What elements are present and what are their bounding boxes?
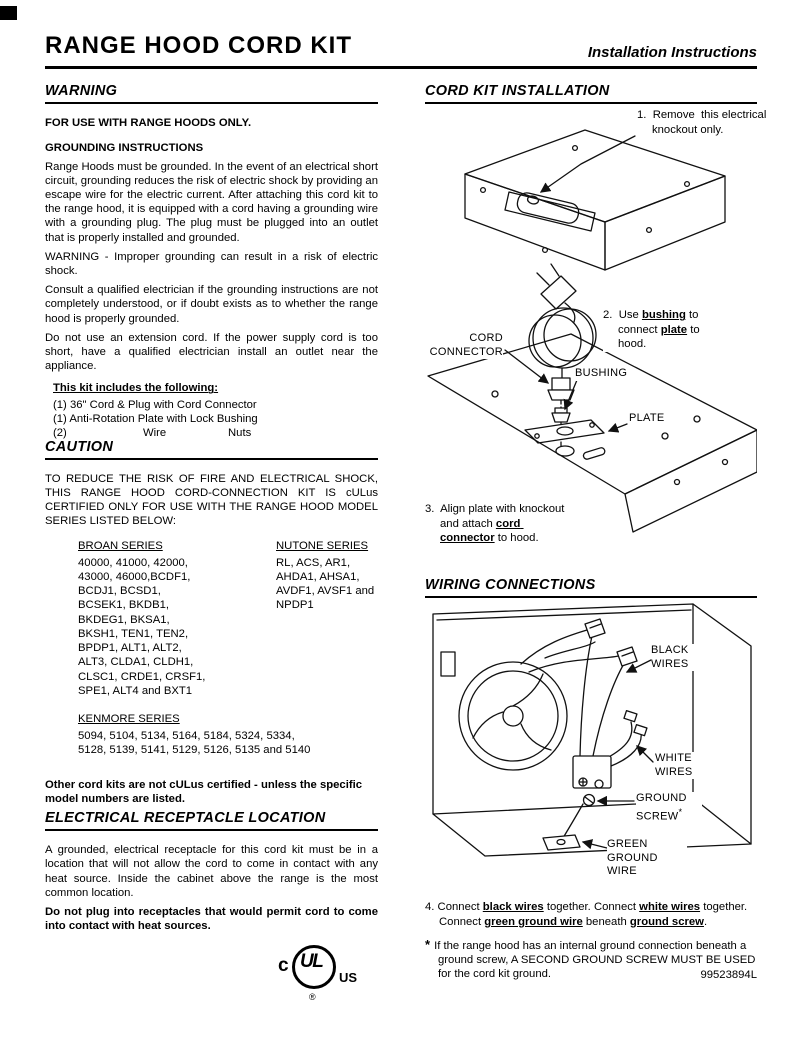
installation-figure <box>425 104 770 578</box>
caution-intro: TO REDUCE THE RISK OF FIRE AND ELECTRICAL SHOCK, THIS RANGE HOOD CORD-CONNECTION KIT IS cULus CERTIFIED ONLY FOR USE WITH THE RANGE HOOD MODEL SERIES LISTED BELOW: <box>45 472 378 528</box>
fan-blower-illustration <box>459 662 567 770</box>
broan-series <box>78 539 210 698</box>
kit-item-word-nuts: Nuts <box>228 426 252 439</box>
step-3-pre: 3. Align plate with knockout and attach <box>425 503 568 530</box>
kenmore-series-heading: KENMORE SERIES <box>78 712 180 725</box>
other-kits-note: Other cord kits are not cULus certified - unless the specific model numbers are listed. <box>45 778 363 805</box>
kit-item-word-wire: Wire <box>143 426 167 439</box>
step-4-green-ground-wire-term: green ground wire <box>484 915 583 928</box>
document-title: RANGE HOOD CORD KIT <box>45 32 352 59</box>
ground-screw-asterisk: * <box>678 806 683 817</box>
grounding-paragraph: Range Hoods must be grounded. In the event of an electrical short circuit, grounding reduces the risk of electric shock by providing an escape wire for the electric current. After attaching this cord kit to the range hood, it is equipped with a cord having a grounding wire with a grounding plug. The plug must be plugged into an outlet that is properly installed and grounded. <box>45 160 378 244</box>
step-3-cord-connector-term: cord connector <box>440 517 524 545</box>
receptacle-location-heading: ELECTRICAL RECEPTACLE LOCATION <box>45 811 378 831</box>
step-4-t3: beneath <box>582 915 630 928</box>
plate-label: PLATE <box>629 412 665 425</box>
cord-kit-installation-heading: CORD KIT INSTALLATION <box>425 84 757 104</box>
bushing-label: BUSHING <box>575 367 628 380</box>
step-4-black-wires-term: black wires <box>482 901 544 914</box>
white-wires-label: WHITE WIRES <box>655 752 707 779</box>
step-4-white-wires-term: white wires <box>639 901 701 914</box>
step-2-bushing-term: bushing <box>641 309 686 322</box>
footnote-asterisk: * <box>425 936 431 952</box>
ul-logo-letters: UL <box>300 951 323 973</box>
kit-contents-list <box>53 381 378 439</box>
document-subtitle: Installation Instructions <box>587 44 757 61</box>
caution-heading: CAUTION <box>45 440 378 460</box>
black-wires-label: BLACK WIRES <box>651 644 703 671</box>
step-4-ground-screw-term: ground screw <box>629 915 704 928</box>
model-series-lists <box>78 539 378 698</box>
step-2-text <box>603 308 731 352</box>
for-use-statement: FOR USE WITH RANGE HOODS ONLY. <box>45 117 252 130</box>
cord-connector-label: CORD CONNECTOR <box>425 332 503 359</box>
ul-logo-circle-icon <box>292 945 336 989</box>
right-column <box>425 83 770 983</box>
header-rule <box>45 66 757 69</box>
cord-plug-assembly-illustration <box>525 264 604 446</box>
kenmore-series <box>78 712 378 758</box>
kit-item-qty: (2) <box>53 426 67 439</box>
step-3-text <box>425 502 567 546</box>
wiring-diagram-svg <box>425 598 757 890</box>
consult-electrician-paragraph: Consult a qualified electrician if the grounding instructions are not completely understood, or if doubt exists as to whether the range hood is properly grounded. <box>45 284 378 325</box>
wiring-figure <box>425 598 757 890</box>
registration-mark <box>0 6 17 20</box>
kenmore-series-models: 5094, 5104, 5134, 5164, 5184, 5324, 5334, 5128, 5139, 5141, 5129, 5126, 5135 and 5140 <box>78 730 311 757</box>
kit-item-wire-nuts <box>53 426 378 440</box>
receptacle-location-paragraph: A grounded, electrical receptacle for this cord kit must be in a location that will not allow the cord to come in contact with any heat source. Inside the cabinet above the range is the most common location. <box>45 844 378 899</box>
step-3-post: to hood. <box>494 532 539 545</box>
left-column <box>45 84 378 1007</box>
step-2-pre: 2. Use <box>603 309 642 322</box>
kit-item-plate-bushing: (1) Anti-Rotation Plate with Lock Bushing <box>53 412 258 425</box>
receptacle-warning-paragraph: Do not plug into receptacles that would permit cord to come into contact with heat sources. <box>45 905 378 933</box>
nutone-series-models: RL, ACS, AR1, AHDA1, AHSA1, AVDF1, AVSF1 and NPDP1 <box>276 556 375 612</box>
broan-series-models: 40000, 41000, 42000, 43000, 46000,BCDF1, BCDJ1, BCSD1, BCSEK1, BKDB1, BKDEG1, BKSA1, BKSH1, TEN1, TEN2, BPDP1, ALT1, ALT2, ALT3, CLDA1, CLDH1, CLSC1, CRDE1, CRSF1, SPE1, ALT4 and BXT1 <box>78 556 206 697</box>
step-2-mid: to connect <box>618 309 702 336</box>
extension-cord-paragraph: Do not use an extension cord. If the power supply cord is too short, have a qualified electrician install an outlet near the appliance. <box>45 331 378 373</box>
warning-heading: WARNING <box>45 84 378 104</box>
cul-logo-us: US <box>339 970 358 986</box>
cul-us-listing-mark <box>278 945 362 1007</box>
registered-trademark-symbol: ® <box>309 992 316 1003</box>
hood-interior-illustration <box>433 604 751 856</box>
step-2-post: to hood. <box>618 323 703 351</box>
ground-screw-label-text: GROUND SCREW <box>636 792 687 823</box>
step-4-t1: together. Connect <box>543 901 640 914</box>
nutone-series <box>276 539 378 698</box>
footnote-text: If the range hood has an internal ground connection beneath a ground screw, A SECOND GROUND SCREW MUST BE USED for the cord kit ground. <box>434 939 756 981</box>
improper-grounding-warning: WARNING - Improper grounding can result in a risk of electric shock. <box>45 250 378 278</box>
step-1-text: 1. Remove this electrical knockout only. <box>637 109 770 136</box>
step-4-t4: . <box>703 915 708 928</box>
wiring-connections-heading: WIRING CONNECTIONS <box>425 578 757 598</box>
part-number: 99523894L <box>700 969 757 982</box>
cul-logo-c: c <box>278 955 289 977</box>
range-hood-box-illustration <box>465 130 725 270</box>
green-ground-wire-label: GREEN GROUND WIRE <box>607 838 687 879</box>
step-4-text <box>425 900 757 928</box>
ground-screw-label <box>636 792 702 824</box>
step-4-number: 4. <box>425 901 435 914</box>
nutone-series-heading: NUTONE SERIES <box>276 539 369 552</box>
broan-series-heading: BROAN SERIES <box>78 539 163 552</box>
grounding-instructions-heading: GROUNDING INSTRUCTIONS <box>45 142 204 155</box>
kit-item-cord-plug: (1) 36" Cord & Plug with Cord Connector <box>53 398 257 411</box>
step-4-t2: together. Connect <box>439 901 748 928</box>
wires-and-connectors-illustration <box>521 619 647 850</box>
step-2-plate-term: plate <box>660 323 688 336</box>
step-4-t0: Connect <box>434 901 483 914</box>
kit-contents-heading: This kit includes the following: <box>53 382 219 395</box>
